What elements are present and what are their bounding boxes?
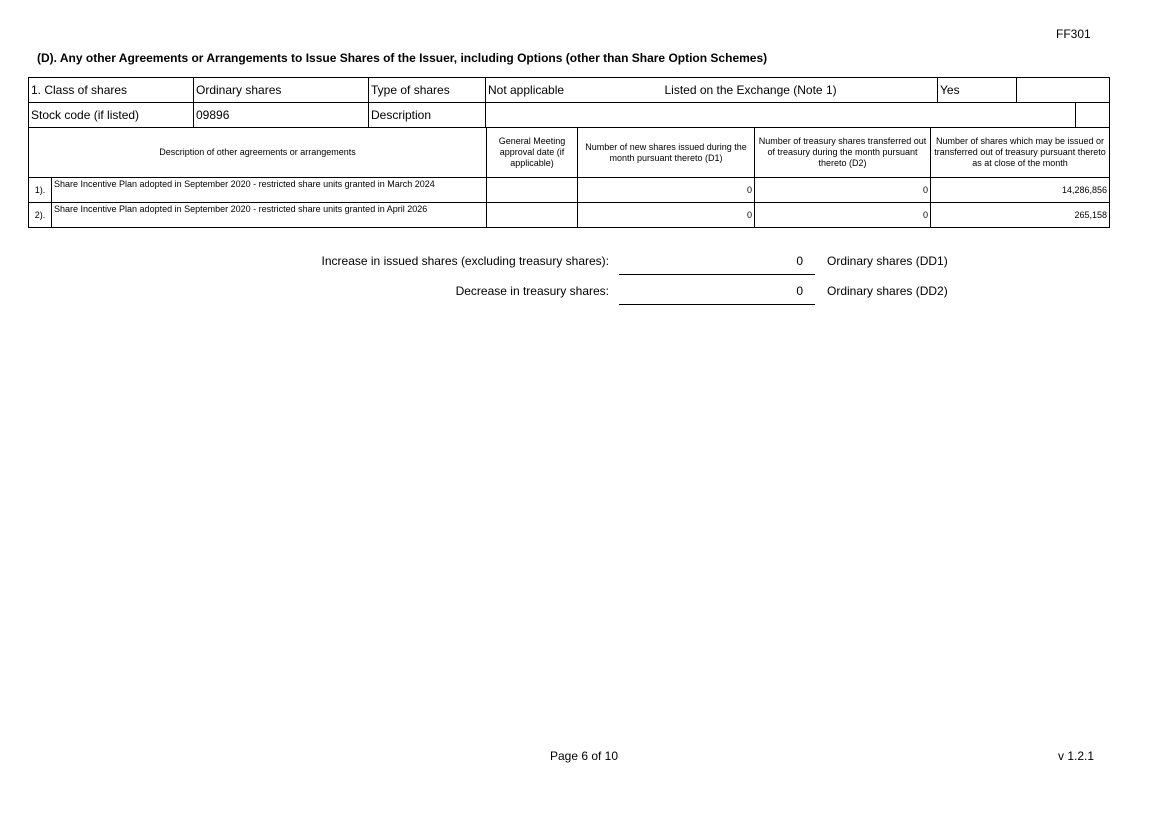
increase-label: Increase in issued shares (excluding treasury shares): <box>321 254 609 268</box>
header-treasury-transferred: Number of treasury shares transferred out of treasury during the month pursuant thereto (D2) <box>755 128 931 178</box>
header-new-shares-issued: Number of new shares issued during the month pursuant thereto (D1) <box>578 128 755 178</box>
class-of-shares-value: Ordinary shares <box>194 78 369 103</box>
row-gm-date <box>487 203 578 228</box>
row-new-shares: 0 <box>578 203 755 228</box>
header-may-be-issued: Number of shares which may be issued or transferred out of treasury pursuant thereto as at close of the month <box>931 128 1110 178</box>
class-of-shares-label: 1. Class of shares <box>29 78 194 103</box>
decrease-unit: Ordinary shares (DD2) <box>827 284 948 298</box>
row-number: 2). <box>29 203 52 228</box>
agreements-table <box>28 127 1110 228</box>
form-code: FF301 <box>1056 27 1091 41</box>
type-of-shares-label: Type of shares <box>369 78 486 103</box>
page-number: Page 6 of 10 <box>549 749 619 763</box>
table-row <box>29 178 1110 203</box>
row-treasury-transferred: 0 <box>755 203 931 228</box>
row-description: Share Incentive Plan adopted in September 2020 - restricted share units granted in April 2026 <box>52 203 487 228</box>
listed-on-exchange-value: Yes <box>938 78 1017 103</box>
type-of-shares-value: Not applicable <box>486 78 663 103</box>
header-description: Description of other agreements or arrangements <box>29 128 487 178</box>
description-extra-cell <box>1076 103 1110 128</box>
decrease-label: Decrease in treasury shares: <box>455 284 609 298</box>
row-description: Share Incentive Plan adopted in September 2020 - restricted share units granted in March 2024 <box>52 178 487 203</box>
version-label: v 1.2.1 <box>1058 749 1095 763</box>
table-row <box>29 203 1110 228</box>
row-may-be-issued: 265,158 <box>931 203 1110 228</box>
description-value <box>486 103 1076 128</box>
description-label: Description <box>369 103 486 128</box>
row-treasury-transferred: 0 <box>755 178 931 203</box>
stock-code-value: 09896 <box>194 103 369 128</box>
share-class-table <box>28 77 1110 128</box>
increase-value: 0 <box>796 254 803 268</box>
section-title: (D). Any other Agreements or Arrangements to Issue Shares of the Issuer, including Options (other than Share Option Schemes) <box>37 51 768 65</box>
header-gm-approval-date: General Meeting approval date (if applicable) <box>487 128 578 178</box>
increase-unit: Ordinary shares (DD1) <box>827 254 948 268</box>
row-may-be-issued: 14,286,856 <box>931 178 1110 203</box>
stock-code-label: Stock code (if listed) <box>29 103 194 128</box>
row-new-shares: 0 <box>578 178 755 203</box>
row-gm-date <box>487 178 578 203</box>
row-number: 1). <box>29 178 52 203</box>
listed-extra-cell <box>1017 78 1110 103</box>
decrease-value: 0 <box>796 284 803 298</box>
listed-on-exchange-label: Listed on the Exchange (Note 1) <box>663 78 938 103</box>
